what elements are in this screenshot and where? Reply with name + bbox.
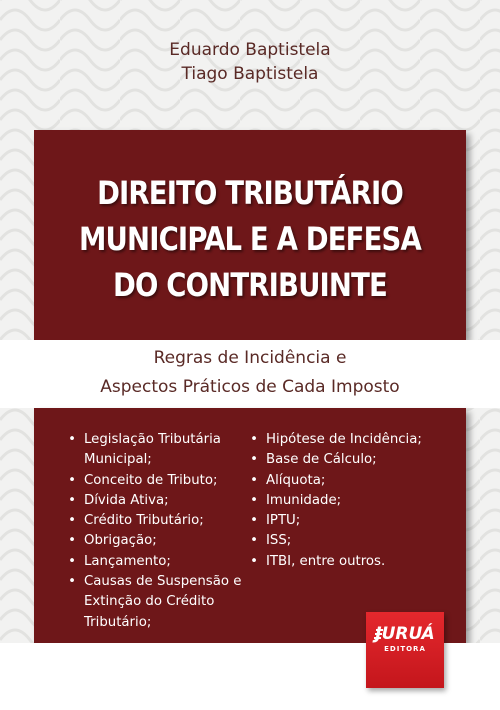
- bullet-icon: •: [68, 533, 76, 549]
- bullet-icon: •: [250, 432, 258, 447]
- topic-item: • Legislação Tributária: [66, 430, 266, 450]
- topics-list-right: [248, 430, 448, 572]
- topic-item: Municipal;: [84, 452, 152, 468]
- topic-item: Tributário;: [84, 614, 152, 630]
- publisher-name: JURUÁ: [375, 624, 435, 644]
- topic-item: • Conceito de Tributo;: [66, 471, 266, 491]
- topic-item: • Dívida Ativa;: [66, 491, 266, 511]
- author-name: Tiago Baptistela: [181, 64, 319, 84]
- topics-panel: [34, 408, 466, 643]
- topic-item: Extinção do Crédito: [84, 594, 215, 610]
- bullet-icon: •: [68, 432, 76, 447]
- topic-item: • ITBI, entre outros.: [248, 552, 448, 572]
- topic-item: • Crédito Tributário;: [66, 511, 266, 531]
- topic-item: • Lançamento;: [66, 552, 266, 572]
- book-subtitle: [0, 344, 500, 402]
- book-title: [64, 170, 436, 308]
- title-panel: [34, 130, 466, 340]
- title-line: MUNICIPAL E A DEFESA: [79, 220, 421, 258]
- topic-item: • Alíquota;: [248, 471, 448, 491]
- bullet-icon: •: [68, 574, 76, 590]
- topic-item: • IPTU;: [248, 511, 448, 531]
- publisher-logo: [366, 612, 444, 688]
- subtitle-line: Regras de Incidência e: [153, 348, 347, 368]
- bullet-icon: •: [250, 533, 258, 549]
- subtitle-band: [0, 340, 500, 408]
- bullet-icon: •: [250, 513, 258, 529]
- bullet-icon: •: [250, 452, 258, 468]
- bullet-icon: •: [68, 472, 76, 488]
- bullet-icon: •: [250, 472, 258, 488]
- author-name: Eduardo Baptistela: [169, 40, 331, 60]
- bullet-icon: •: [68, 513, 76, 529]
- authors: [0, 38, 500, 86]
- bullet-icon: •: [250, 553, 258, 569]
- topics-list-left: [66, 430, 266, 633]
- topic-item: • Causas de Suspensão e: [66, 572, 266, 592]
- publisher-tagline: EDITORA: [384, 645, 426, 653]
- bullet-icon: •: [68, 553, 76, 569]
- topic-item: • Imunidade;: [248, 491, 448, 511]
- topic-item: • Hipótese de Incidência;: [248, 430, 448, 450]
- title-line: DIREITO TRIBUTÁRIO: [97, 174, 403, 212]
- title-line: DO CONTRIBUINTE: [113, 266, 387, 304]
- topic-item: • ISS;: [248, 531, 448, 551]
- bullet-icon: •: [68, 492, 76, 508]
- bullet-icon: •: [250, 492, 258, 508]
- subtitle-line: Aspectos Práticos de Cada Imposto: [100, 377, 400, 397]
- topic-item: • Base de Cálculo;: [248, 450, 448, 470]
- topic-item: • Obrigação;: [66, 531, 266, 551]
